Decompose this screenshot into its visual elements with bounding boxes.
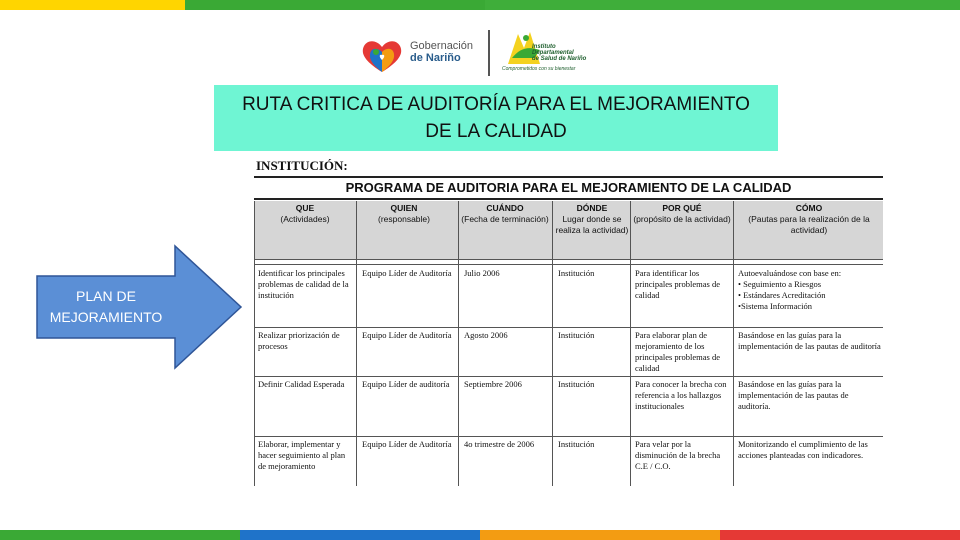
stripe-blue	[240, 530, 480, 540]
row3-como: Basándose en las guías para la implementación de las pautas de auditoría.	[738, 379, 849, 411]
title-line2: DE LA CALIDAD	[425, 121, 567, 142]
arrow-label-line1: PLAN DE	[76, 288, 136, 304]
row1-cuando: Julio 2006	[464, 268, 500, 278]
row2-cuando: Agosto 2006	[464, 330, 508, 340]
header-porque-title: POR QUÉ	[662, 203, 702, 213]
grid-line	[254, 436, 883, 437]
row1-porque: Para identificar los principales problemas de calidad	[635, 268, 720, 300]
header-cuando-sub: (Fecha de terminación)	[461, 214, 549, 224]
row2-que: Realizar priorización de procesos	[258, 330, 340, 351]
grid-line	[254, 264, 883, 265]
grid-line	[254, 327, 883, 328]
gobernacion-text	[410, 40, 473, 64]
program-title: PROGRAMA DE AUDITORIA PARA EL MEJORAMIENTO DE LA CALIDAD	[345, 180, 792, 195]
ids-logo	[502, 28, 612, 78]
row4-donde: Institución	[558, 439, 595, 449]
slide-title	[214, 85, 778, 151]
gobernacion-line1: Gobernación	[410, 40, 473, 52]
header-como	[736, 203, 882, 236]
grid-line	[254, 201, 255, 486]
row3-donde: Institución	[558, 379, 595, 389]
title-line1: RUTA CRITICA DE AUDITORÍA PARA EL MEJORAMIENTO	[242, 94, 750, 115]
arrow-label	[35, 286, 177, 328]
ids-tagline: Comprometidos con su bienestar	[502, 66, 576, 72]
row1-donde: Institución	[558, 268, 595, 278]
header-quien-title: QUIEN	[390, 203, 418, 213]
header-logos	[360, 28, 610, 78]
row2-porque: Para elaborar plan de mejoramiento de los principales problemas de calidad	[635, 330, 720, 373]
row1-como	[738, 268, 881, 324]
header-que-sub: (Actividades)	[280, 214, 330, 224]
ids-line1: Instituto	[532, 44, 556, 50]
logo-divider	[488, 30, 490, 76]
ids-line3: de Salud de Nariño	[532, 56, 587, 62]
stripe-orange	[480, 530, 720, 540]
header-porque	[632, 203, 732, 225]
row1-que: Identificar los principales problemas de calidad de la institución	[258, 268, 349, 300]
grid-line	[552, 201, 553, 486]
grid-line	[254, 376, 883, 377]
row1-como-bullet: • Seguimiento a Riesgos	[738, 279, 822, 289]
header-donde-sub: Lugar donde se realiza la actividad)	[555, 214, 629, 235]
row4-cuando: 4o trimestre de 2006	[464, 439, 535, 449]
gobernacion-logo	[360, 34, 480, 74]
header-cuando	[460, 203, 550, 225]
document-rule-top	[254, 176, 883, 178]
header-que	[256, 203, 354, 225]
grid-line	[733, 201, 734, 486]
ids-line2: Departamental	[532, 50, 574, 56]
stripe-yellow	[0, 0, 185, 10]
heart-logo-icon	[360, 38, 404, 74]
row2-quien: Equipo Líder de Auditoría	[362, 330, 452, 340]
stripe-red	[720, 530, 960, 540]
grid-line	[254, 259, 883, 260]
institution-label: INSTITUCIÓN:	[256, 158, 348, 173]
row2-donde: Institución	[558, 330, 595, 340]
stripe-green	[185, 0, 485, 10]
row3-cuando: Septiembre 2006	[464, 379, 522, 389]
row4-quien: Equipo Líder de Auditoría	[362, 439, 452, 449]
row4-que: Elaborar, implementar y hacer seguimiento al plan de mejoramiento	[258, 439, 346, 471]
grid-line	[458, 201, 459, 486]
row4-porque: Para velar por la disminución de la brecha C.E / C.O.	[635, 439, 721, 471]
row1-como-bullet: •Sistema Información	[738, 301, 813, 311]
row3-quien: Equipo Líder de auditoría	[362, 379, 450, 389]
header-porque-sub: (propósito de la actividad)	[633, 214, 731, 224]
grid-line	[630, 201, 631, 486]
header-como-title: CÓMO	[795, 203, 823, 213]
stripe-green	[0, 530, 240, 540]
header-donde-title: DÓNDE	[576, 203, 608, 213]
stripe-green-light	[485, 0, 960, 10]
row4-como: Monitorizando el cumplimiento de las acciones planteadas con indicadores.	[738, 439, 868, 460]
document-rule-program	[254, 198, 883, 200]
row3-porque: Para conocer la brecha con referencia a los hallazgos institucionales	[635, 379, 727, 411]
row1-como-bullet: • Estándares Acreditación	[738, 290, 826, 300]
audit-program-document	[254, 156, 883, 486]
row3-que: Definir Calidad Esperada	[258, 379, 345, 389]
ids-text	[532, 44, 586, 62]
header-que-title: QUE	[295, 203, 315, 213]
header-como-sub: (Pautas para la realización de la actividad)	[748, 214, 870, 235]
bottom-color-stripe	[0, 530, 960, 540]
header-quien-sub: (responsable)	[378, 214, 430, 224]
header-quien	[358, 203, 450, 225]
gobernacion-line2: de Nariño	[410, 52, 461, 64]
row1-como-text: Autoevaluándose con base en:	[738, 268, 842, 278]
header-donde	[554, 203, 630, 236]
header-cuando-title: CUÁNDO	[486, 203, 524, 213]
grid-line	[356, 201, 357, 486]
row1-quien: Equipo Líder de Auditoría	[362, 268, 452, 278]
top-color-stripe	[0, 0, 960, 10]
row2-como: Basándose en las guías para la implementación de las pautas de auditoría	[738, 330, 881, 351]
arrow-label-line2: MEJORAMIENTO	[49, 309, 163, 325]
plan-arrow	[35, 244, 245, 370]
